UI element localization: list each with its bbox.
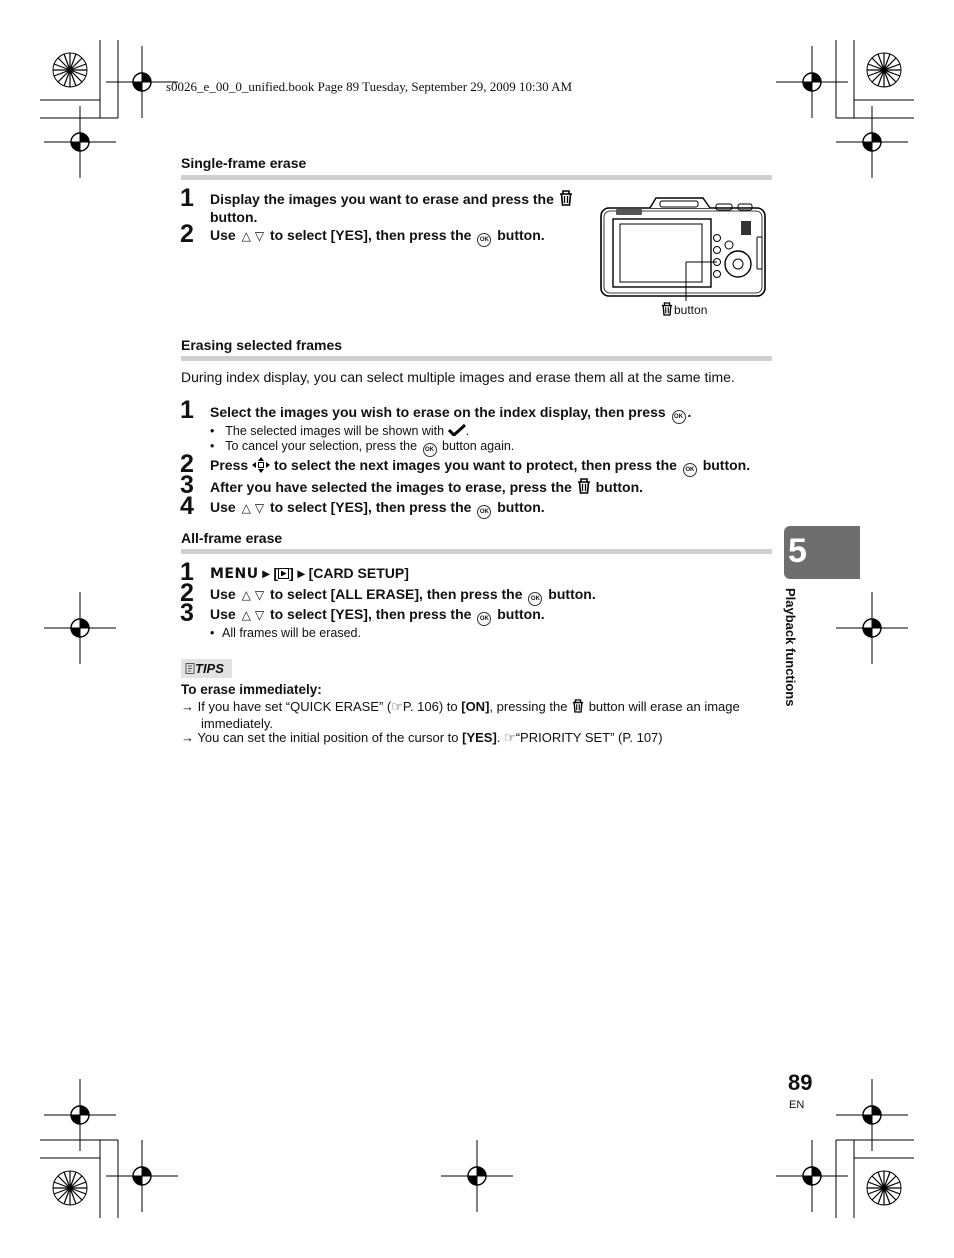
section-divider [181,175,772,180]
step-number: 1 [180,558,194,586]
step-number: 3 [180,599,194,627]
down-arrow-icon: ▽ [254,588,265,602]
bullet-item: • All frames will be erased. [210,626,361,640]
page-reference-icon: ☞ [504,730,516,745]
chapter-label: Playback functions [783,588,798,707]
arrow-right-icon: → [181,699,194,714]
figure-caption: button [660,302,707,319]
down-arrow-icon: ▽ [254,501,265,515]
arrow-pad-icon [252,457,270,473]
playback-menu-icon [278,565,289,581]
step-text: Select the images you wish to erase on the index display, then press OK . [210,404,691,424]
step-text: Use △ ▽ to select [YES], then press the OK button. [210,499,545,519]
step-number: 2 [180,579,194,607]
up-arrow-icon: △ [241,501,251,515]
page-reference-icon: ☞ [391,699,403,714]
step-text: Display the images you want to erase and press the button. [210,190,574,225]
ok-button-icon: OK [477,233,491,247]
tip-item: → You can set the initial position of the cursor to [YES]. ☞“PRIORITY SET” (P. 107) [181,730,663,745]
step-number: 3 [180,471,194,499]
trash-icon [661,302,673,319]
section-title-all-frame: All-frame erase [181,530,283,546]
page-number: 89 [788,1070,813,1095]
checkmark-icon [448,424,466,438]
down-arrow-icon: ▽ [254,229,265,243]
step-text: Use △ ▽ to select [YES], then press the OK button. [210,227,545,247]
down-arrow-icon: ▽ [254,608,265,622]
bullet-item: • The selected images will be shown with . [210,424,469,438]
step-text: MENU ▸ [ ] ▸ [CARD SETUP] [210,565,409,582]
tip-item: → If you have set “QUICK ERASE” (☞P. 106) to [ON], pressing the button will erase an image immediately. [181,699,740,731]
arrow-right-icon: → [181,730,194,745]
trash-icon [577,478,591,497]
tips-heading: To erase immediately: [181,682,322,697]
section-title-single-frame: Single-frame erase [181,155,307,171]
camera-back-illustration [598,193,770,303]
ok-button-icon: OK [477,505,491,519]
ok-button-icon: OK [528,592,542,606]
trash-icon [572,699,584,716]
up-arrow-icon: △ [241,588,251,602]
print-header: s0026_e_00_0_unified.book Page 89 Tuesday, September 29, 2009 10:30 AM [166,79,573,94]
up-arrow-icon: △ [241,608,251,622]
step-text: Press to select the next images you want to protect, then press the OK button. [210,457,750,477]
section-divider [181,356,772,361]
chapter-tab: 5 [784,526,860,579]
menu-label: MENU [210,566,259,582]
tips-badge: TIPS [181,659,232,678]
step-number: 2 [180,220,194,248]
trash-icon [559,190,573,209]
section-divider [181,549,772,554]
intro-paragraph: During index display, you can select multiple images and erase them all at the same time. [181,369,735,385]
up-arrow-icon: △ [241,229,251,243]
ok-button-icon: OK [423,443,437,457]
step-number: 4 [180,492,194,520]
ok-button-icon: OK [672,410,686,424]
caret-right-icon: ▸ [297,565,305,581]
step-number: 1 [180,396,194,424]
step-number: 2 [180,450,194,478]
step-text: Use △ ▽ to select [YES], then press the OK button. [210,606,545,626]
step-number: 1 [180,184,194,212]
ok-button-icon: OK [683,463,697,477]
section-title-selected-frames: Erasing selected frames [181,337,343,353]
memo-icon [185,661,195,676]
step-text: After you have selected the images to erase, press the button. [210,479,644,495]
language-code: EN [789,1099,805,1111]
ok-button-icon: OK [477,612,491,626]
step-text: Use △ ▽ to select [ALL ERASE], then press the OK button. [210,586,596,606]
bullet-item: • To cancel your selection, press the OK button again. [210,439,514,457]
caret-right-icon: ▸ [262,565,270,581]
